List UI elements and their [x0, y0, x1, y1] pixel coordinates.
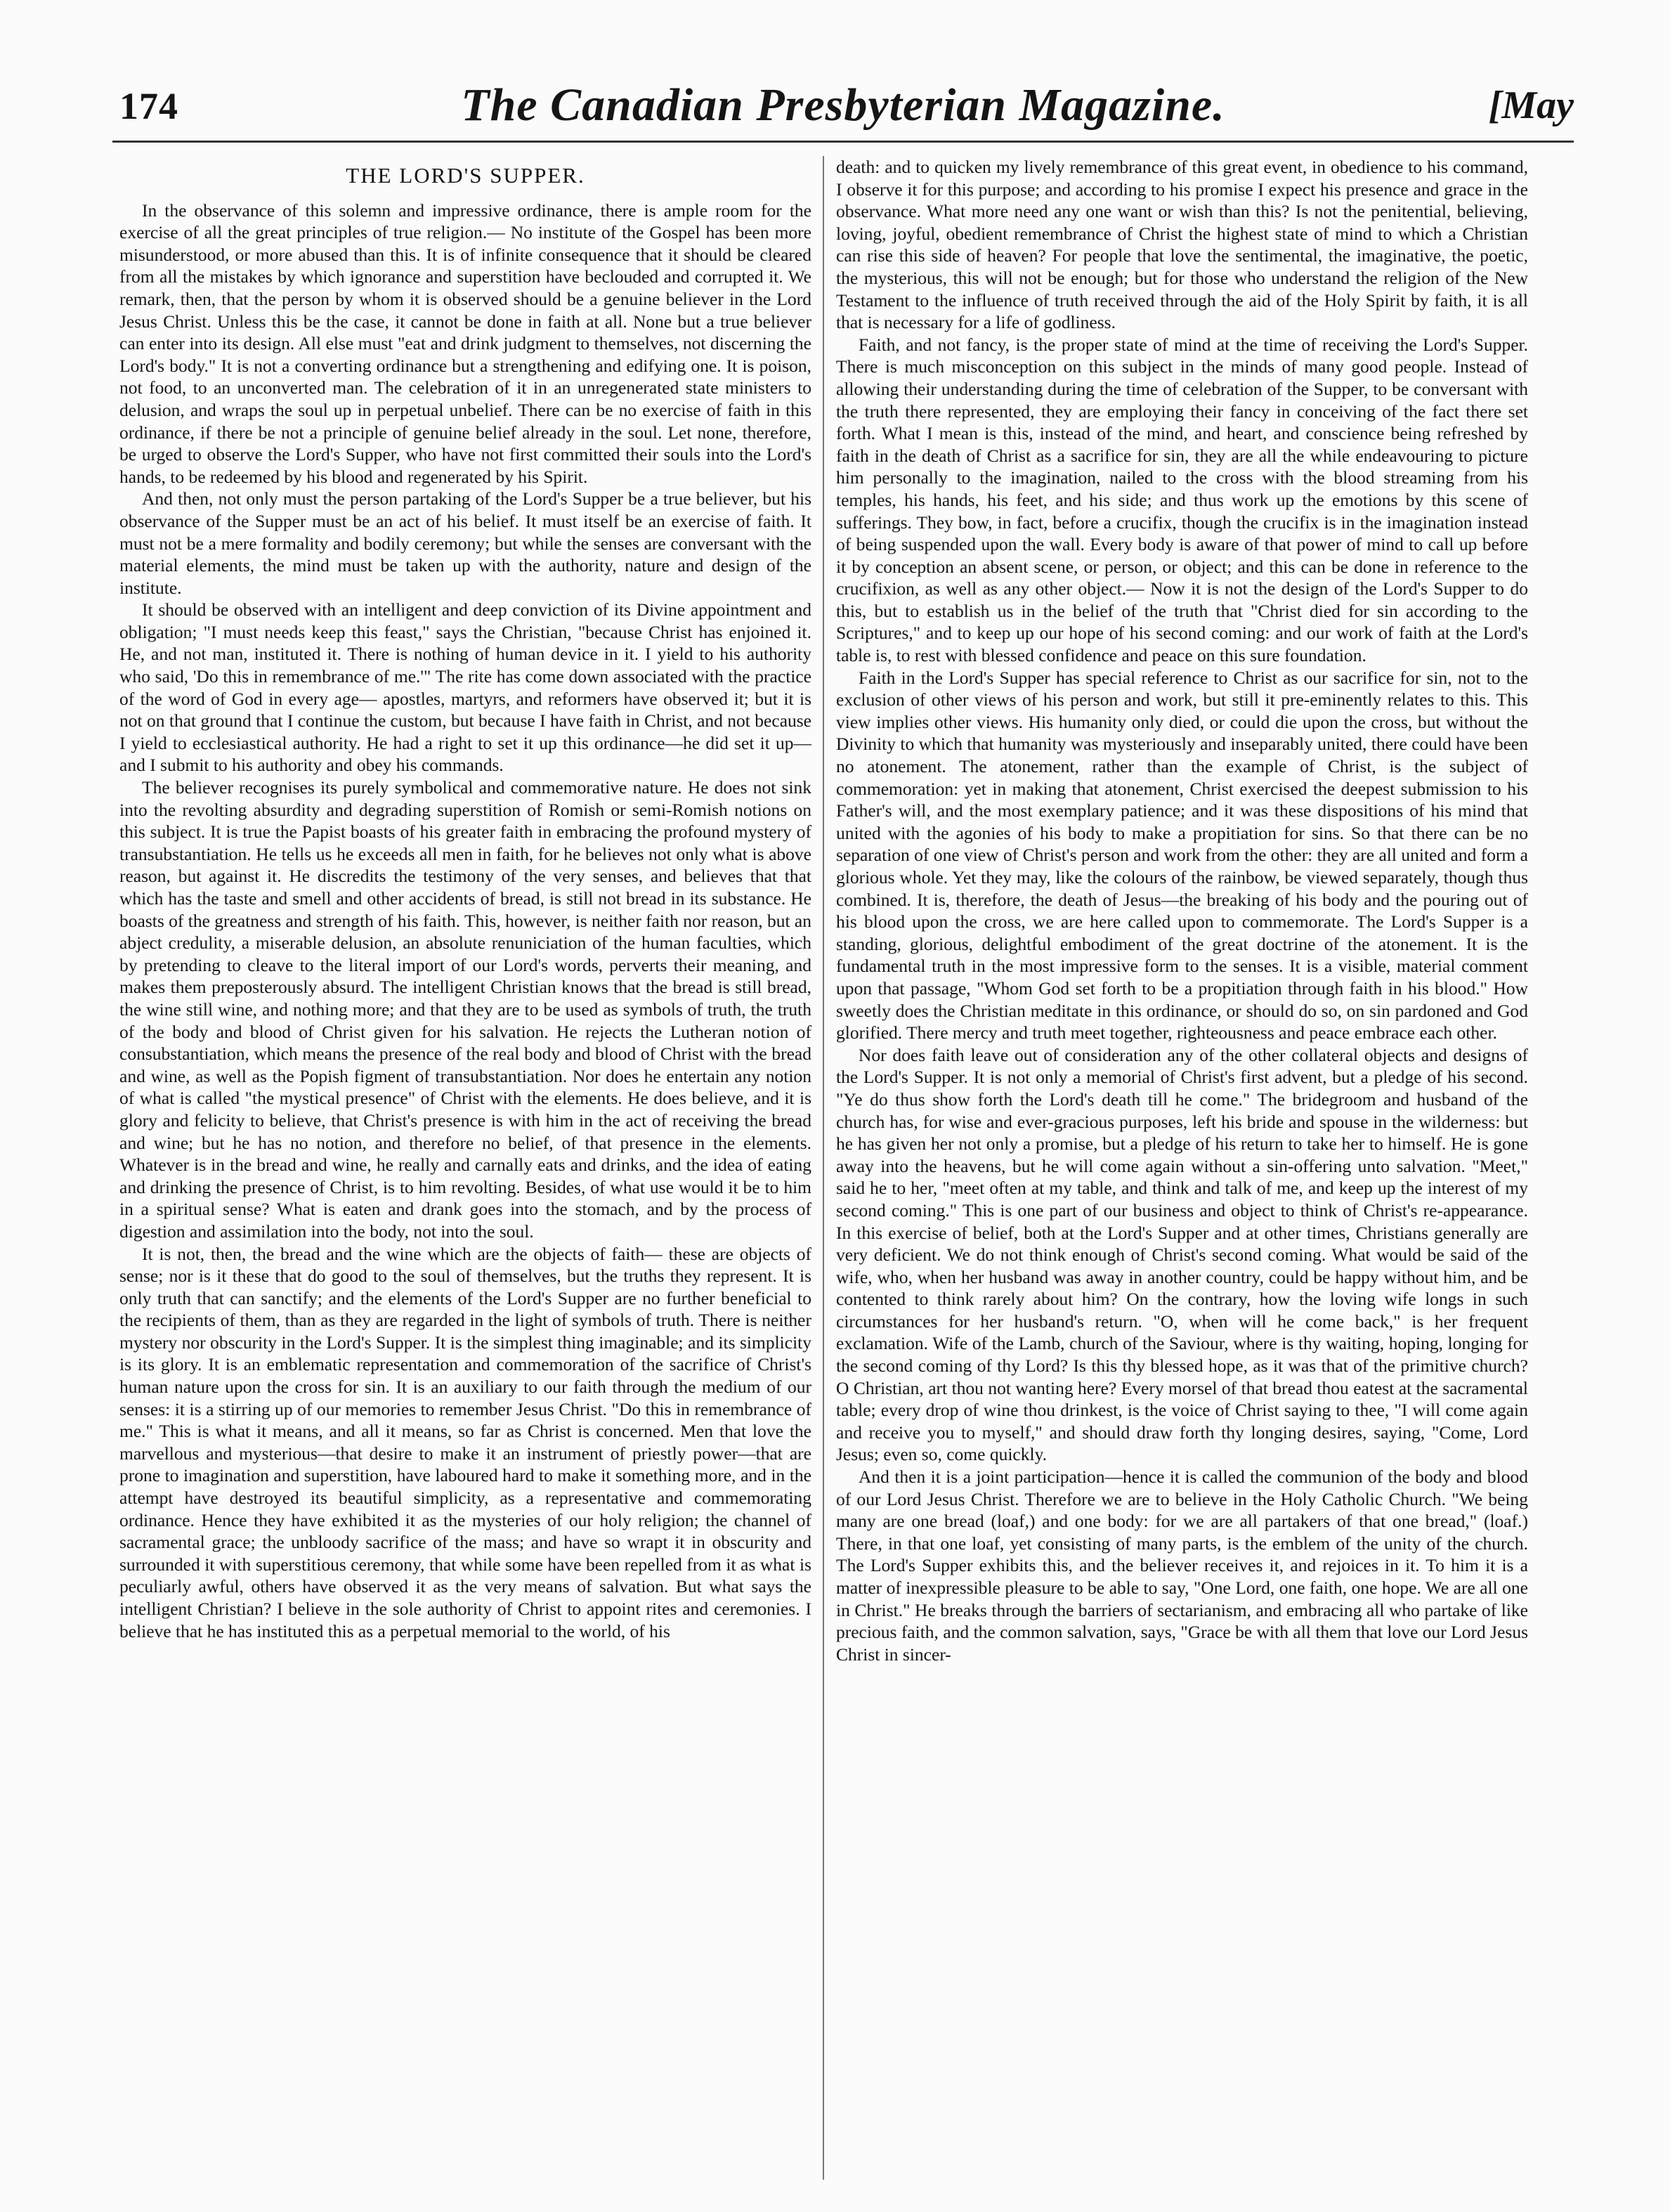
paragraph: death: and to quicken my lively remembrance of this great event, in obedience to his command, I observe it for this purpose; and according to his promise I expect his presence and grace in the observance. What more need any one want or wish than this? Is not the penitential, believing, loving, joyful, obedient remembrance of Christ the highest state of mind to which a Christian can rise this side of heaven? For people that love the sentimental, the imaginative, the poetic, the mysterious, this will not be enough; but for those who understand the religion of the New Testament to the influence of truth received through the aid of the Holy Spirit by faith, it is all that is necessary for a life of godliness.	[836, 157, 1528, 333]
header-rule	[112, 141, 1574, 143]
paragraph: Faith in the Lord's Supper has special reference to Christ as our sacrifice for sin, not to the exclusion of other views of his person and work, but still it pre-eminently relates to this. This view implies other views. His humanity only died, or could die upon the cross, but without the Divinity to which that humanity was mysteriously and inseparably united, there could have been no atonement. The atonement, rather than the example of Christ, is the subject of commemoration: yet in making that atonement, Christ exercised the deepest submission to his Father's will, and the most exemplary patience; and it was these dispositions of his mind that united with the agonies of his body to make a propitiation for sins. So that there can be no separation of one view of Christ's person and work from the other: they are all united and form a glorious whole. Yet they may, like the colours of the rainbow, be viewed separately, though thus combined. It is, therefore, the death of Jesus—the breaking of his body and the pouring out of his blood upon the cross, we are here called upon to commemorate. The Lord's Supper is a standing, glorious, delightful embodiment of the great doctrine of the atonement. It is the fundamental truth in the most impressive form to the senses. It is a visible, material comment upon that passage, "Whom God set forth to be a propitiation through faith in his blood." How sweetly does the Christian meditate in this ordinance, or should do so, on sin pardoned and God glorified. There mercy and truth meet together, righteousness and peace embrace each other.	[836, 667, 1528, 1043]
paragraph: It should be observed with an intelligent and deep conviction of its Divine appointment and obligation; "I must needs keep this feast," says the Christian, "because Christ has enjoined it. He, and not man, instituted it. There is nothing of human device in it. I yield to his authority who said, 'Do this in remembrance of me.'" The rite has come down associated with the practice of the word of God in every age— apostles, martyrs, and reformers have observed it; but it is not on that ground that I continue the custom, but because I have faith in Christ, and not because I yield to ecclesiastical authority. He had a right to set it up this ordinance—he did set it up—and I submit to his authority and obey his commands.	[119, 599, 811, 776]
paragraph: The believer recognises its purely symbolical and commemorative nature. He does not sink into the revolting absurdity and degrading superstition of Romish or semi-Romish notions on this subject. It is true the Papist boasts of his greater faith in embracing the profound mystery of transubstantiation. He tells us he exceeds all men in faith, for he believes not only what is above reason, but against it. He discredits the testimony of the very senses, and believes that that which has the taste and smell and other accidents of bread, is still not bread in its substance. He boasts of the greatness and strength of his faith. This, however, is neither faith nor reason, but an abject credulity, a miserable delusion, an absolute renuniciation of the human faculties, which by pretending to cleave to the literal import of our Lord's words, perverts their meaning, and makes them preposterously absurd. The intelligent Christian knows that the bread is still bread, the wine still wine, and nothing more; and that they are to be used as symbols of truth, the truth of the body and blood of Christ given for his salvation. He rejects the Lutheran notion of consubstantiation, which means the presence of the real body and blood of Christ with the bread and wine, as well as the Popish figment of transubstantiation. Nor does he entertain any notion of what is called "the mystical presence" of Christ with the elements. He does believe, and it is glory and felicity to believe, that Christ's presence is with him in the act of receiving the bread and wine; but he has no notion, and therefore no belief, of that presence in the elements. Whatever is in the bread and wine, he really and carnally eats and drinks, and the idea of eating and drinking the presence of Christ, is to him revolting. Besides, of what use would it be to him in a spiritual sense? What is eaten and drank goes into the stomach, and by the process of digestion and assimilation into the body, not into the soul.	[119, 777, 811, 1242]
right-column	[836, 156, 1528, 1665]
issue-month: [May	[1488, 84, 1574, 127]
page-header	[112, 74, 1574, 138]
journal-title: The Canadian Presbyterian Magazine.	[461, 79, 1225, 131]
paragraph: Faith, and not fancy, is the proper state of mind at the time of receiving the Lord's Supper. There is much misconception on this subject in the minds of many good people. Instead of allowing their understanding during the time of celebration of the Supper, to be conversant with the truth there represented, they are employing their fancy in conceiving of the fact there set forth. What I mean is this, instead of the mind, and heart, and conscience being refreshed by faith in the death of Christ as a sacrifice for sin, they are all the while endeavouring to picture him personally to the imagination, nailed to the cross with the blood streaming from his temples, his hands, his feet, and his side; and thus work up the emotions by this scene of sufferings. They bow, in fact, before a crucifix, though the crucifix is in the imagination instead of being suspended upon the wall. Every body is aware of that power of mind to call up before it by conception an absent scene, or person, or object; and this can be done in reference to the crucifixion, as well as any other object.— Now it is not the design of the Lord's Supper to do this, but to establish us in the belief of the truth that "Christ died for sin according to the Scriptures," and to keep up our hope of his second coming: and our work of faith at the Lord's table is, to rest with blessed confidence and peace on this sure foundation.	[836, 334, 1528, 666]
paragraph: And then, not only must the person partaking of the Lord's Supper be a true believer, but his observance of the Supper must be an act of his belief. It must itself be an exercise of faith. It must not be a mere formality and bodily ceremony; but while the senses are conversant with the material elements, the mind must be taken up with the authority, nature and design of the institute.	[119, 488, 811, 598]
paragraph: It is not, then, the bread and the wine which are the objects of faith— these are objects of sense; nor is it these that do good to the soul of themselves, but the truths they represent. It is only truth that can sanctify; and the elements of the Lord's Supper are no further beneficial to the recipients of them, than as they are regarded in the light of symbols of truth. There is neither mystery nor obscurity in the Lord's Supper. It is the simplest thing imaginable; and its simplicity is its glory. It is an emblematic representation and commemoration of the sacrifice of Christ's human nature upon the cross for sin. It is an auxiliary to our faith through the medium of our senses: it is a stirring up of our memories to remember Jesus Christ. "Do this in remembrance of me." This is what it means, and all it means, so far as Christ is concerned. Men that love the marvellous and mysterious—that desire to make it an instrument of priestly power—that are prone to imagination and superstition, have laboured hard to make it something more, and in the attempt have destroyed its beautiful simplicity, as a representative and commemorating ordinance. Hence they have exhibited it as the mysteries of our holy religion; the channel of sacramental grace; the unbloody sacrifice of the mass; and have so wrapt it in obscurity and surrounded it with superstitious ceremony, that while some have been repelled from it as what is peculiarly awful, others have observed it as the very means of salvation. But what says the intelligent Christian? I believe in the sole authority of Christ to appoint rites and ceremonies. I believe that he has instituted this as a perpetual memorial to the world, of his	[119, 1243, 811, 1641]
page-number: 174	[119, 85, 178, 127]
left-column	[119, 156, 811, 1642]
paragraph: Nor does faith leave out of consideration any of the other collateral objects and designs of the Lord's Supper. It is not only a memorial of Christ's first advent, but a pledge of his second. "Ye do thus show forth the Lord's death till he come." The bridegroom and husband of the church has, for wise and ever-gracious purposes, left his bride and spouse in the wilderness: but he has given her not only a promise, but a pledge of his return to take her to himself. He is gone away into the heavens, but he will come again without a sin-offering unto salvation. "Meet," said he to her, "meet often at my table, and think and talk of me, and keep up the interest of my second coming." This is one part of our business and object to think of Christ's re-appearance. In this exercise of belief, both at the Lord's Supper and at other times, Christians generally are very deficient. We do not think enough of Christ's second coming. What would be said of the wife, who, when her husband was away in another country, could be happy without him, and be contented to think rarely about him? On the contrary, how the loving wife longs in such circumstances for her husband's return. "O, when will he come back," is her frequent exclamation. Wife of the Lamb, church of the Saviour, where is thy waiting, hoping, longing for the second coming of thy Lord? Is this thy blessed hope, as it was that of the primitive church? O Christian, art thou not wanting here? Every morsel of that bread thou eatest at the sacramental table; every drop of wine thou drinkest, is the voice of Christ saying to thee, "I will come again and receive you to myself," and should draw forth thy longing desires, saying, "Come, Lord Jesus; even so, come quickly.	[836, 1044, 1528, 1465]
article-title: THE LORD'S SUPPER.	[346, 163, 585, 188]
column-divider	[823, 156, 824, 2180]
paragraph: In the observance of this solemn and impressive ordinance, there is ample room for the exercise of all the great principles of true religion.— No institute of the Gospel has been more misunderstood, or more abused than this. It is of infinite consequence that it should be cleared from all the mistakes by which ignorance and superstition have beclouded and corrupted it. We remark, then, that the person by whom it is observed should be a genuine believer in the Lord Jesus Christ. Unless this be the case, it cannot be done in faith at all. None but a true believer can enter into its design. All else must "eat and drink judgment to themselves, not discerning the Lord's body." It is not a converting ordinance but a strengthening and edifying one. It is poison, not food, to an unconverted man. The celebration of it in an unregenerated state ministers to delusion, and wraps the soul up in perpetual unbelief. There can be no exercise of faith in this ordinance, if there be not a principle of genuine belief already in the soul. Let none, therefore, be urged to observe the Lord's Supper, who have not first committed their souls into the Lord's hands, to be redeemed by his blood and regenerated by his Spirit.	[119, 200, 811, 487]
paragraph: And then it is a joint participation—hence it is called the communion of the body and blood of our Lord Jesus Christ. Therefore we are to believe in the Holy Catholic Church. "We being many are one bread (loaf,) and one body: for we are all partakers of that one bread," (loaf.) There, in that one loaf, yet consisting of many parts, is the emblem of the unity of the church. The Lord's Supper exhibits this, and the believer receives it, and rejoices in it. To him it is a matter of inexpressible pleasure to be able to say, "One Lord, one faith, one hope. We are all one in Christ." He breaks through the barriers of sectarianism, and embracing all who partake of like precious faith, and the common salvation, says, "Grace be with all them that love our Lord Jesus Christ in sincer-	[836, 1466, 1528, 1665]
